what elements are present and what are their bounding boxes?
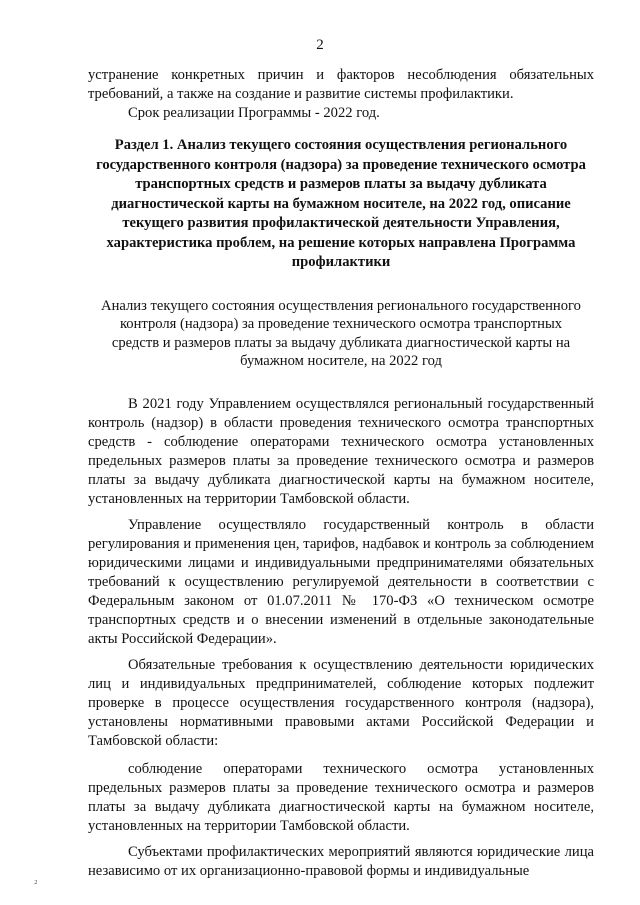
paragraph-subjects: Субъектами профилактических мероприятий являются юридические лица независимо от их организационно-правовой формы и индивидуальные (88, 843, 594, 879)
section-title: Раздел 1. Анализ текущего состояния осуществления регионального государственного контроля (надзора) за проведение технического осмотра транспортных средств и размеров платы за выдачу дубликата диагностической карты на бумажном носителе, на 2022 год, описание текущего развития профилактической деятельности Управления, характеристика проблем, на решение которых направлена Программа профилактики (96, 137, 586, 270)
paragraph-compliance-item: соблюдение операторами технического осмотра установленных предельных размеров платы за проведение технического осмотра и размеров платы за выдачу дубликата диагностической карты на бумажном носителе, установленных на территории Тамбовской области. (88, 760, 594, 834)
page-number: 2 (316, 37, 324, 53)
document-body (88, 66, 594, 881)
subsection-title: Анализ текущего состояния осуществления регионального государственного контроля (надзора) за проведение технического осмотра транспортных средств и размеров платы за выдачу дубликата диагностической карты на бумажном носителе, на 2022 год (101, 297, 581, 369)
paragraph-2021-control: В 2021 году Управлением осуществлялся региональный государственный контроль (надзор) в области проведения технического осмотра транспортных средств - соблюдение операторами технического осмотра установленных предельных размеров платы за проведение технического осмотра и размеров платы за выдачу дубликата диагностической карты на бумажном носителе, установленных на территории Тамбовской области. (88, 395, 594, 507)
paragraph-mandatory-requirements: Обязательные требования к осуществлению деятельности юридических лиц и индивидуальных предпринимателей, соблюдение которых подлежит проверке в процессе осуществления государственного контроля (надзора), установлены нормативными правовыми актами Российской Федерации и Тамбовской области: (88, 656, 594, 749)
program-term: Срок реализации Программы - 2022 год. (128, 105, 380, 121)
margin-mark: ₂ (34, 874, 38, 885)
paragraph-state-control: Управление осуществляло государственный контроль в области регулирования и применения цен, тарифов, надбавок и контроль за соблюдением юридическими лицами и индивидуальными предпринимателями обязательных требований к осуществлению регулируемой деятельности в соответствии с Федеральным законом от 01.07.2011 № 170-ФЗ «О техническом осмотре транспортных средств и о внесении изменений в отдельные законодательные акты Российской Федерации». (88, 516, 594, 647)
intro-continuation: устранение конкретных причин и факторов несоблюдения обязательных требований, а также на создание и развитие системы профилактики. (88, 67, 594, 102)
